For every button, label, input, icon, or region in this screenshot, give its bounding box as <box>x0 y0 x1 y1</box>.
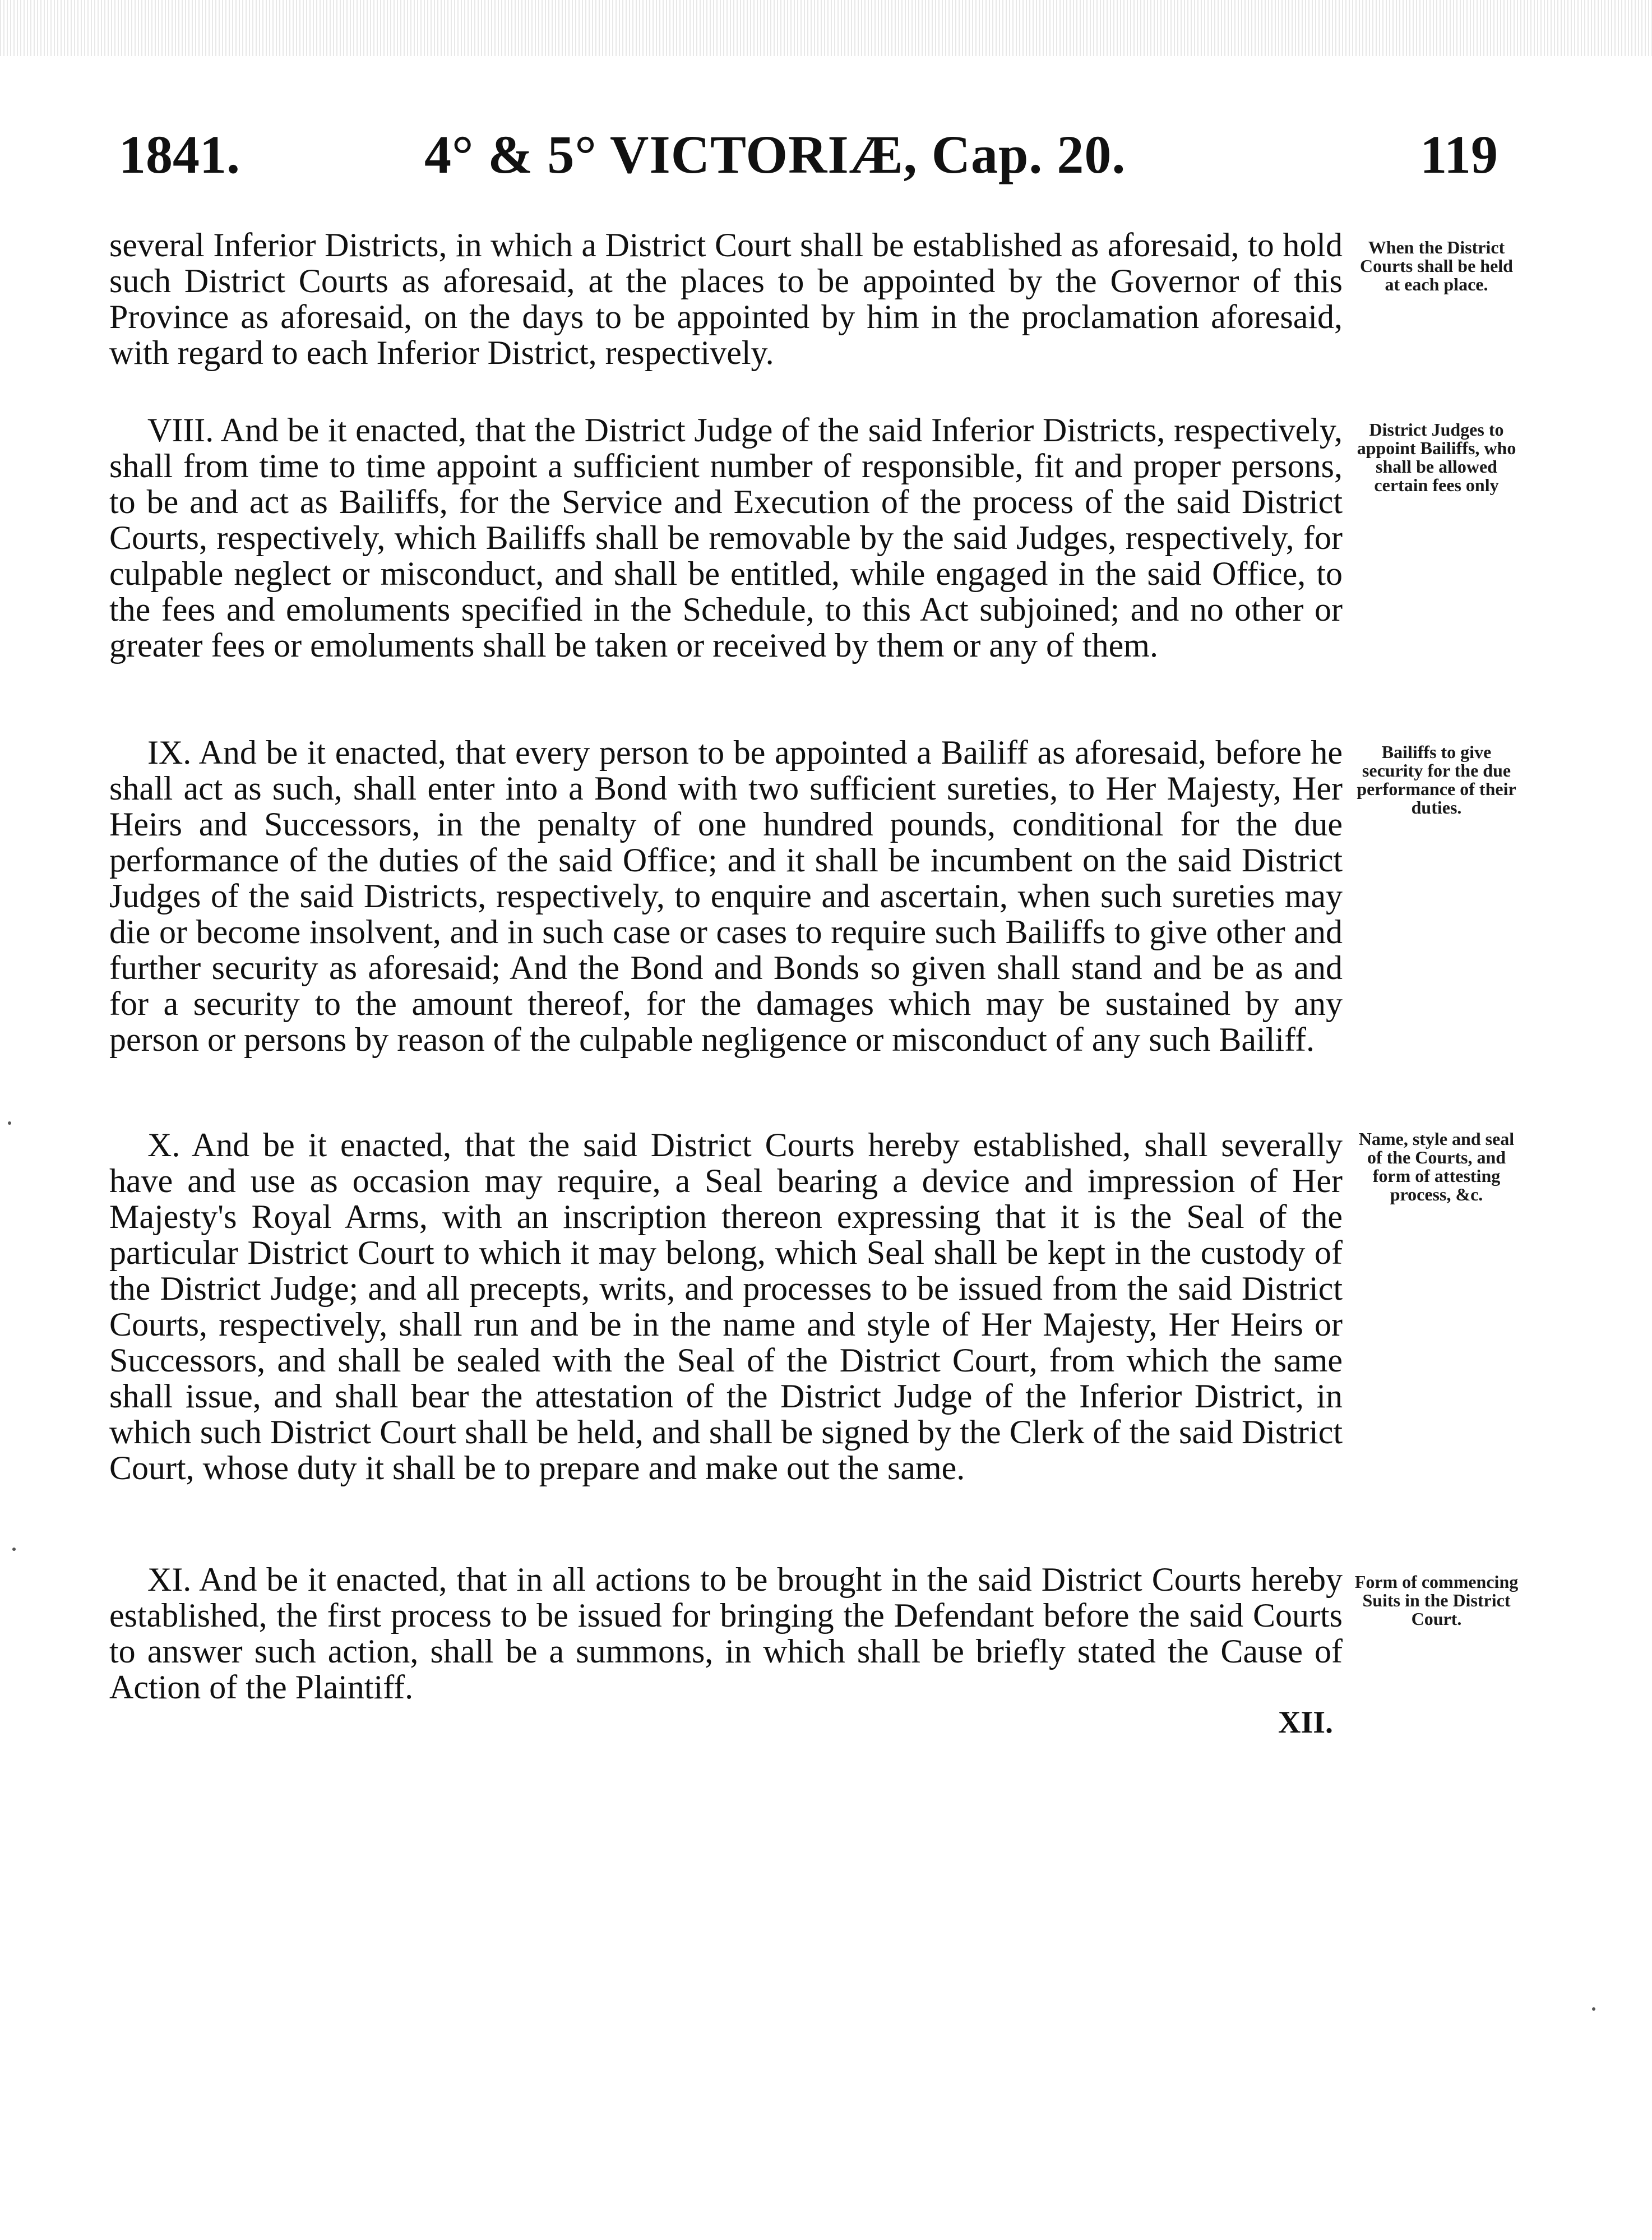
section-x: X. And be it enacted, that the said District Courts hereby established, shall severally have and use as occasion may require, a Seal bearing a device and impression of Her Majesty's Royal Arms, with an inscription thereon expressing that it is the Seal of the particular District Court to which it may belong, which Seal shall be kept in the custody of the District Judge; and all precepts, writs, and processes to be issued from the said District Courts, respectively, shall run and be in the name and style of Her Majesty, Her Heirs or Successors, and shall be sealed with the Seal of the District Court, from which the same shall issue, and shall bear the attestation of the District Judge of the Inferior District, in which such District Court shall be held, and shall be signed by the Clerk of the said District Court, whose duty it shall be to prepare and make out the same. <box>109 1126 1343 1486</box>
section-xi: XI. And be it enacted, that in all actions to be brought in the said District Courts hereby established, the first process to be issued for bringing the Defendant before the said Courts to answer such action, shall be a summons, in which shall be briefly stated the Cause of Action of the Plaintiff. <box>109 1561 1343 1706</box>
section-ix: IX. And be it enacted, that every person to be appointed a Bailiff as aforesaid, before he shall act as such, shall enter into a Bond with two sufficient sureties, to Her Majesty, Her Heirs and Successors, in the penalty of one hundred pounds, conditional for the due performance of the duties of the said Office; and it shall be incumbent on the said District Judges of the said Districts, respectively, to enquire and ascertain, when such sureties may die or become insolvent, and in such case or cases to require such Bailiffs to give other and further security as aforesaid; And the Bond and Bonds so given shall stand and be as and for a security to the amount thereof, for the damages which may be sustained by any person or persons by reason of the culpable negligence or misconduct of any such Bailiff. <box>109 734 1343 1058</box>
header-year: 1841. <box>119 124 240 184</box>
header-page-number: 119 <box>1420 124 1498 184</box>
marginal-note-viii: District Judges to appoint Bailiffs, who shall be allowed certain fees only <box>1357 419 1516 495</box>
marginal-note-xi: Form of commencing Suits in the District Court. <box>1354 1572 1519 1629</box>
scan-speck <box>12 1548 16 1551</box>
header-act-title: 4° & 5° VICTORIÆ, Cap. 20. <box>424 124 1126 184</box>
running-header <box>119 112 1498 191</box>
marginal-note-x: Name, style and seal of the Courts, and form of attesting process, &c. <box>1358 1129 1515 1204</box>
section-viii: VIII. And be it enacted, that the District Judge of the said Inferior Districts, respectively, shall from time to time appoint a sufficient number of responsible, fit and proper persons, to be and act as Bailiffs, for the Service and Execution of the process of the said District Courts, respectively, which Bailiffs shall be removable by the said Judges, respectively, for culpable neglect or misconduct, and shall be entitled, while engaged in the said Office, to the fees and emoluments specified in the Schedule, to this Act subjoined; and no other or greater fees or emoluments shall be taken or received by them or any of them. <box>109 412 1343 664</box>
scan-speck <box>8 1121 11 1125</box>
section-continuation: several Inferior Districts, in which a District Court shall be established as aforesaid, to hold such District Courts as aforesaid, at the places to be appointed by the Governor of this Province as aforesaid, on the days to be appointed by him in the proclamation aforesaid, with regard to each Inferior District, respectively. <box>109 227 1343 371</box>
marginal-note-continuation: When the District Courts shall be held at each place. <box>1360 237 1513 294</box>
marginal-note-ix: Bailiffs to give security for the due performance of their duties. <box>1357 742 1516 818</box>
catchword: XII. <box>1278 1705 1334 1740</box>
scan-top-band <box>0 0 1652 56</box>
scan-speck <box>1592 2007 1595 2011</box>
